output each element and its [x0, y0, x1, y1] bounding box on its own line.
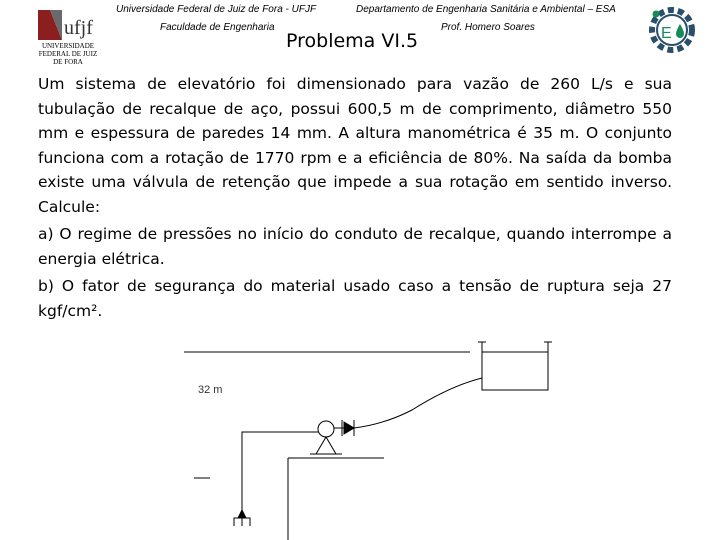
header-department: Departamento de Engenharia Sanitária e Ambiental – ESA: [356, 4, 616, 15]
header-professor: Prof. Homero Soares: [441, 22, 535, 33]
leaf-dot-icon: [653, 11, 660, 18]
esa-logo-letter: E: [661, 25, 672, 42]
check-valve-icon: [342, 420, 354, 436]
header-university: Universidade Federal de Juiz de Fora - UFJF: [116, 4, 317, 15]
logo-caption-line1: UNIVERSIDADE: [41, 42, 95, 50]
pump-icon: [310, 421, 342, 454]
header-faculty: Faculdade de Engenharia: [160, 22, 275, 33]
esa-logo: [646, 4, 698, 56]
height-label: 32 m: [198, 384, 223, 396]
page-title: Problema VI.5: [286, 30, 419, 52]
upper-reservoir: [482, 342, 548, 390]
pumping-system-diagram: [180, 336, 560, 540]
suction-pipe: [242, 432, 318, 526]
problem-text: [38, 72, 672, 323]
logo-caption-line2: FEDERAL DE JUIZ DE FORA: [38, 50, 98, 66]
logo-wordmark: ufjf: [64, 17, 93, 39]
logo-caption: [36, 42, 100, 66]
problem-item-b: b) O fator de segurança do material usado caso a tensão de ruptura seja 27 kgf/cm².: [38, 277, 672, 320]
problem-item-a: a) O regime de pressões no início do conduto de recalque, quando interrompe a energia elétrica.: [38, 225, 672, 268]
problem-statement: Um sistema de elevatório foi dimensionado para vazão de 260 L/s e sua tubulação de recalque de aço, possui 600,5 m de comprimento, diâmetro 550 mm e espessura de paredes 14 mm. A altura manométrica é 35 m. O conjunto funciona com a rotação de 1770 rpm e a eficiência de 80%. Na saída da bomba existe uma válvula de retenção que impede a sua rotação em sentido inverso. Calcule:: [38, 75, 672, 216]
discharge-pipe: [354, 378, 482, 428]
